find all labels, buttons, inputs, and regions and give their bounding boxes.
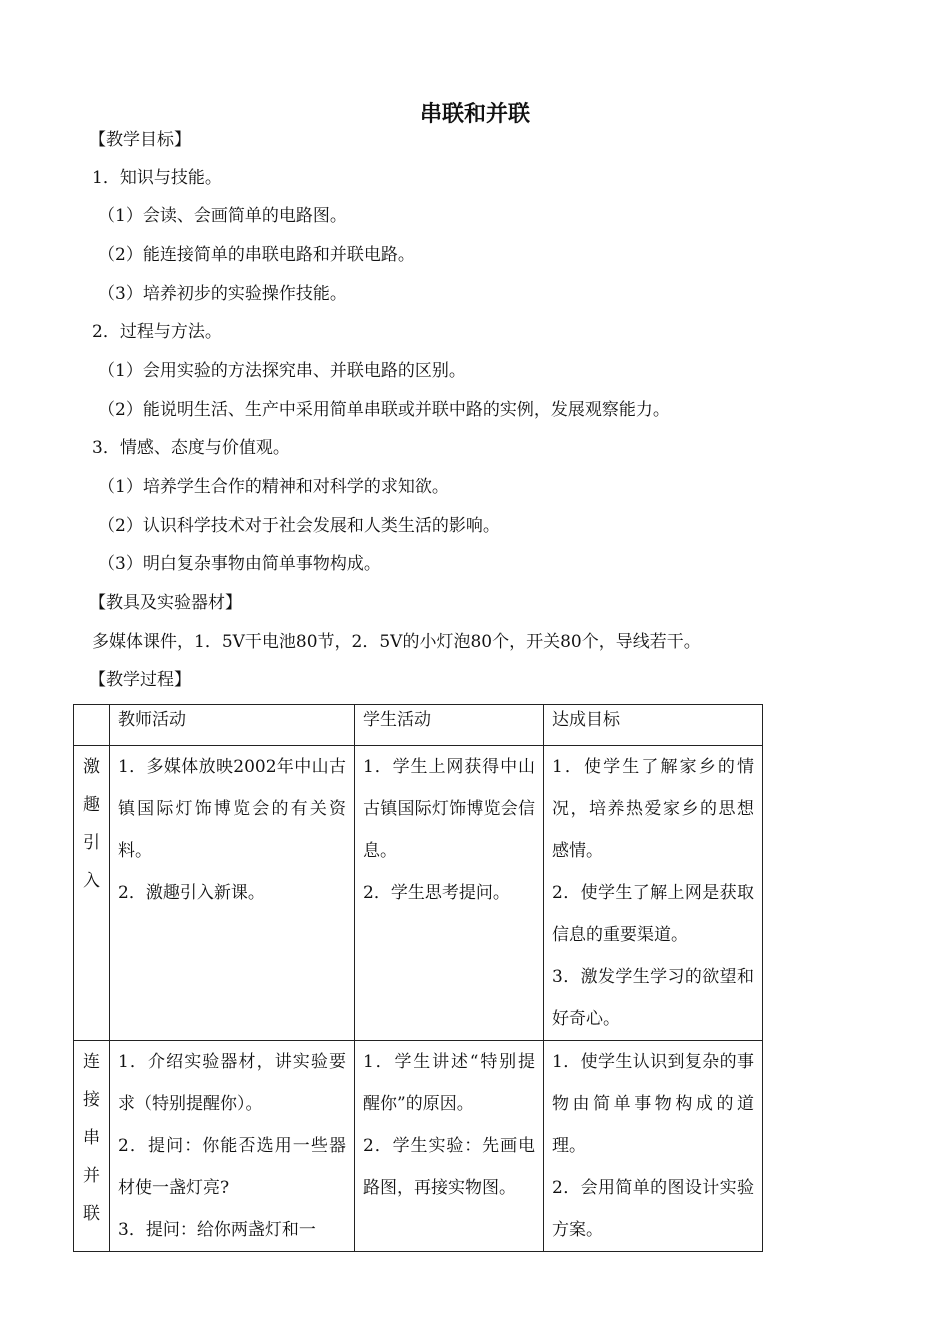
table-header-row xyxy=(74,705,763,746)
materials-text: 多媒体课件，1．5V干电池80节，2．5V的小灯泡80个，开关80个，导线若干。 xyxy=(92,632,701,652)
stage-char: 联 xyxy=(83,1204,100,1224)
stage-char: 趣 xyxy=(83,795,100,815)
objective-item: 3．情感、态度与价值观。 xyxy=(92,438,290,458)
teacher-activity-cell xyxy=(110,746,355,1041)
objective-item: （2）能说明生活、生产中采用简单串联或并联中路的实例，发展观察能力。 xyxy=(98,400,670,420)
stage-char: 激 xyxy=(83,757,100,777)
stage-char: 引 xyxy=(83,833,100,853)
objective-item: （2）能连接简单的串联电路和并联电路。 xyxy=(98,245,415,265)
objective-item: （1）会读、会画简单的电路图。 xyxy=(98,206,347,226)
objectives-heading: 【教学目标】 xyxy=(89,130,191,150)
student-activity-item: 2．学生思考提问。 xyxy=(363,883,510,903)
teacher-activity-cell xyxy=(110,1041,355,1252)
stage-char: 串 xyxy=(83,1128,100,1148)
student-activity-item: 1．学生讲述“特别提醒你”的原因。 xyxy=(363,1052,535,1114)
goal-item: 3．激发学生学习的欲望和好奇心。 xyxy=(552,967,754,1029)
header-cell-stage xyxy=(74,705,110,746)
objective-item: （3）明白复杂事物由简单事物构成。 xyxy=(98,554,381,574)
student-activity-item: 2．学生实验：先画电路图，再接实物图。 xyxy=(363,1136,535,1198)
header-cell-teacher: 教师活动 xyxy=(110,705,355,746)
stage-char: 并 xyxy=(83,1166,100,1186)
goal-item: 1．使学生了解家乡的情况，培养热爱家乡的思想感情。 xyxy=(552,757,754,861)
goal-cell xyxy=(544,1041,763,1252)
goal-item: 2．使学生了解上网是获取信息的重要渠道。 xyxy=(552,883,754,945)
stage-cell xyxy=(74,1041,110,1252)
teacher-activity-item: 1．介绍实验器材，讲实验要求（特别提醒你）。 xyxy=(118,1052,346,1114)
page-title: 串联和并联 xyxy=(419,102,530,127)
header-cell-goal: 达成目标 xyxy=(544,705,763,746)
goal-cell xyxy=(544,746,763,1041)
objective-item: （1）培养学生合作的精神和对科学的求知欲。 xyxy=(98,477,449,497)
teaching-process-table xyxy=(73,704,763,1252)
teacher-activity-item: 3．提问：给你两盏灯和一 xyxy=(118,1220,316,1240)
table-row xyxy=(74,746,763,1041)
objective-item: 1．知识与技能。 xyxy=(92,168,222,188)
materials-heading: 【教具及实验器材】 xyxy=(89,593,242,613)
stage-char: 接 xyxy=(83,1090,100,1110)
process-heading: 【教学过程】 xyxy=(89,670,191,690)
teacher-activity-item: 1．多媒体放映2002年中山古镇国际灯饰博览会的有关资料。 xyxy=(118,757,346,861)
objective-item: （3）培养初步的实验操作技能。 xyxy=(98,284,347,304)
stage-char: 入 xyxy=(83,871,100,891)
header-cell-student: 学生活动 xyxy=(355,705,544,746)
stage-char: 连 xyxy=(83,1052,100,1072)
teacher-activity-item: 2．激趣引入新课。 xyxy=(118,883,265,903)
objective-item: （2）认识科学技术对于社会发展和人类生活的影响。 xyxy=(98,516,500,536)
objective-item: 2．过程与方法。 xyxy=(92,322,222,342)
objective-item: （1）会用实验的方法探究串、并联电路的区别。 xyxy=(98,361,466,381)
student-activity-item: 1．学生上网获得中山古镇国际灯饰博览会信息。 xyxy=(363,757,535,861)
table-row xyxy=(74,1041,763,1252)
student-activity-cell xyxy=(355,1041,544,1252)
teacher-activity-item: 2．提问：你能否选用一些器材使一盏灯亮? xyxy=(118,1136,346,1198)
goal-item: 1．使学生认识到复杂的事物由简单事物构成的道理。 xyxy=(552,1052,754,1156)
student-activity-cell xyxy=(355,746,544,1041)
goal-item: 2．会用简单的图设计实验方案。 xyxy=(552,1178,754,1240)
stage-cell xyxy=(74,746,110,1041)
